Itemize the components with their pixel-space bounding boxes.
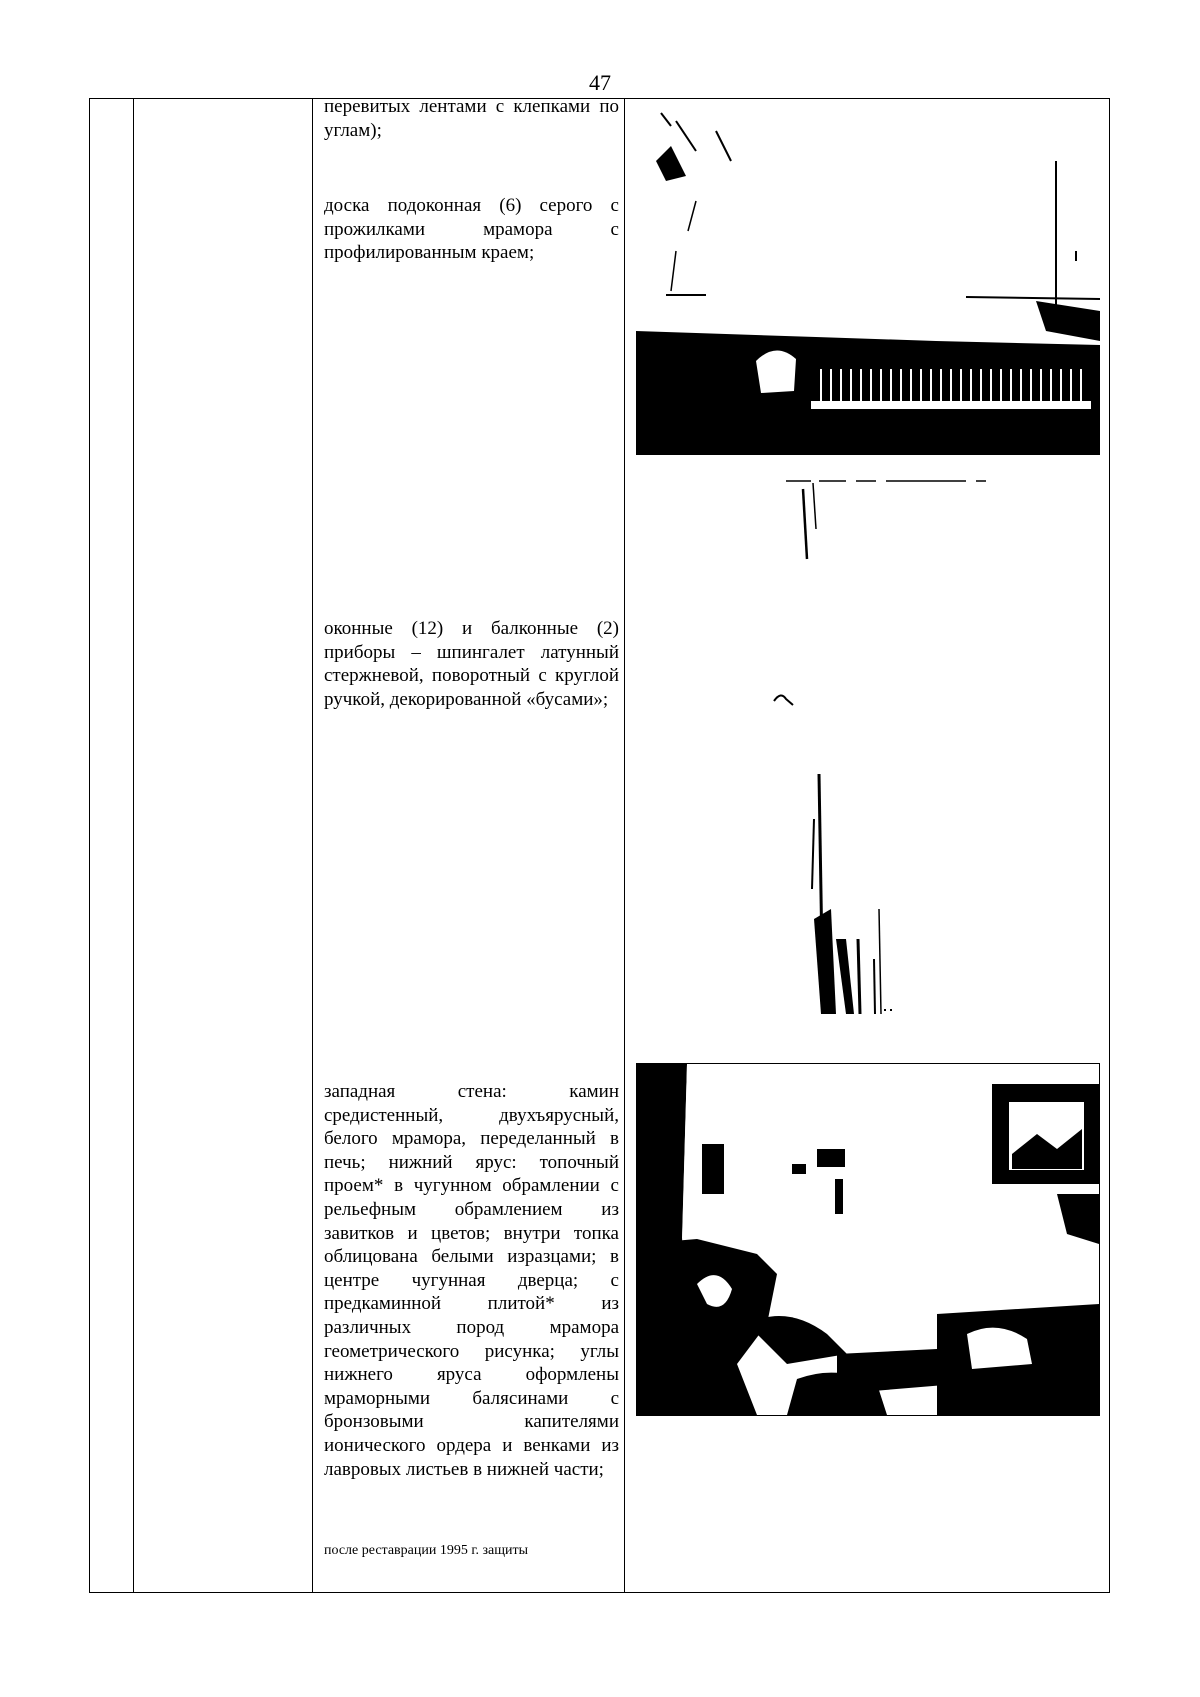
description-paragraph: перевитых лентами с клепками по углам); [324,96,619,141]
description-paragraph: доска подоконная (6) серого с прожилками мрамора с профилированным краем; [324,195,619,264]
photo-fireplace-image [637,1064,1099,1415]
photo-espagnolette [636,469,1100,1035]
page-number: 47 [589,70,611,95]
object-table [89,98,1110,1593]
description-paragraph: оконные (12) и балконные (2) приборы – шпингалет латунный стержневой, поворотный с круглой ручкой, декорированной «бусами»; [324,618,619,710]
photo-window-sill-image [636,101,1100,455]
description-note: после реставрации 1995 г. защиты [324,1543,529,1558]
photo-espagnolette-image [636,469,1100,1035]
column-divider [133,99,134,1592]
photo-window-sill [636,101,1100,455]
photo-fireplace [636,1063,1100,1416]
column-divider [312,99,313,1592]
description-paragraph: западная стена: камин средистенный, двухъярусный, белого мрамора, переделанный в печь; нижний ярус: топочный проем* в чугунном обрамлении с рельефным обрамлением из завитков и цветов; внутри топка облицована белыми изразцами; в центре чугунная дверца; с предкаминной плитой* из различных пород мрамора геометрического рисунка; углы нижнего яруса оформлены мраморными балясинами с бронзовыми капителями ионического ордера и венками из лавровых листьев в нижней части; [324,1081,619,1480]
column-divider [624,99,625,1592]
